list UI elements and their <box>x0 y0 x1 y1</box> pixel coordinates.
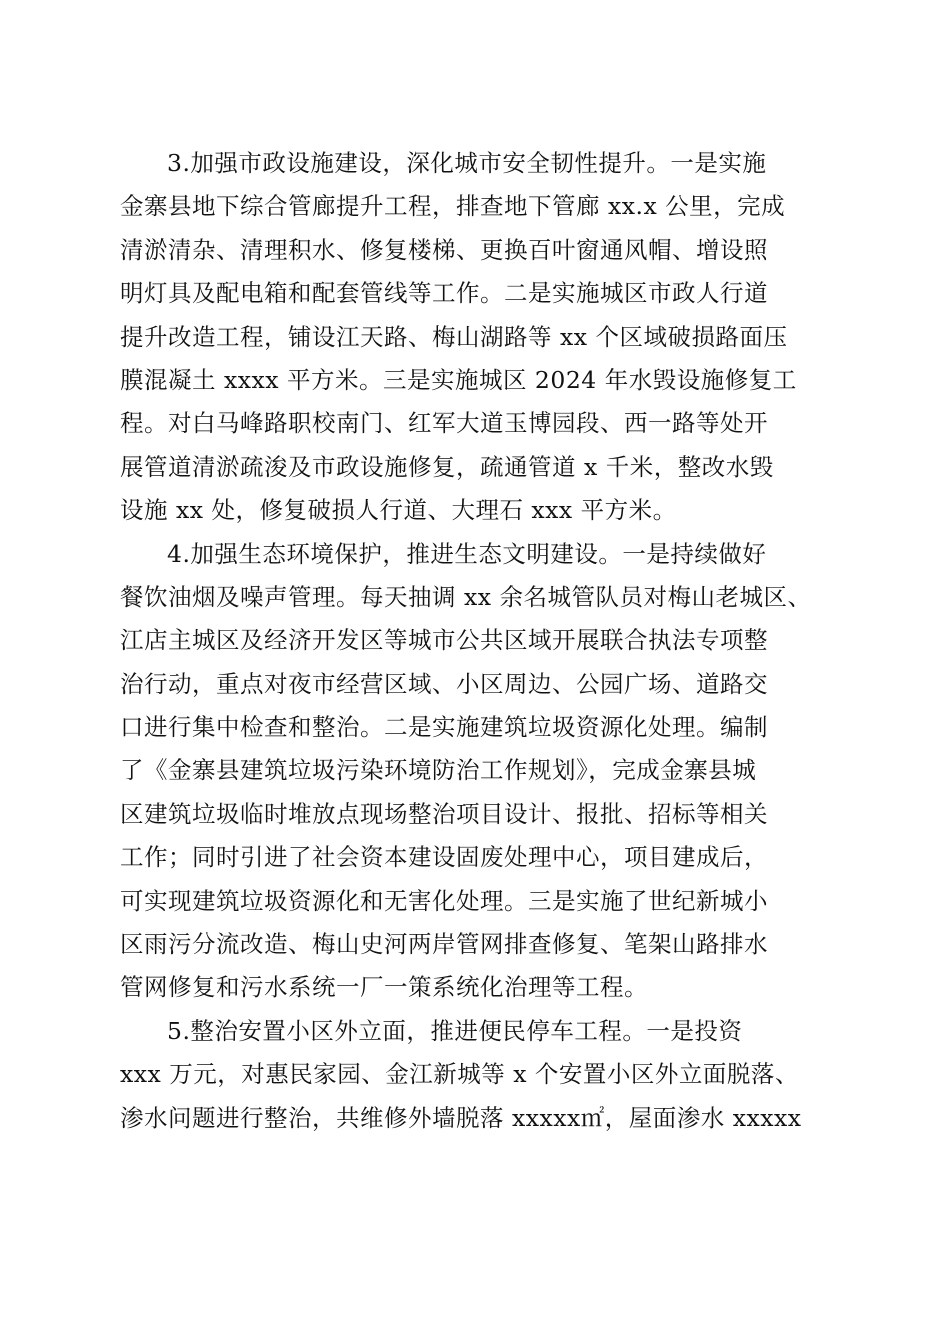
paragraph-line: 口进行集中检查和整治。二是实施建筑垃圾资源化处理。编制 <box>120 713 768 742</box>
paragraph-5 <box>120 1010 832 1140</box>
paragraph-line: 治行动，重点对夜市经营区域、小区周边、公园广场、道路交 <box>120 669 768 698</box>
paragraph-line: 了《金寨县建筑垃圾污染环境防治工作规划》，完成金寨县城 <box>120 756 757 785</box>
paragraph-line: 提升改造工程，铺设江天路、梅山湖路等 xx 个区域破损路面压 <box>120 322 788 351</box>
paragraph-line: 工作；同时引进了社会资本建设固废处理中心，项目建成后， <box>120 843 768 872</box>
document-page <box>120 142 832 1140</box>
paragraph-line: 区建筑垃圾临时堆放点现场整治项目设计、报批、招标等相关 <box>120 799 768 828</box>
paragraph-line: 餐饮油烟及噪声管理。每天抽调 xx 余名城管队员对梅山老城区、 <box>120 582 812 611</box>
paragraph-line: 3.加强市政设施建设，深化城市安全韧性提升。一是实施 <box>167 149 767 177</box>
paragraph-line: xxx 万元，对惠民家园、金江新城等 x 个安置小区外立面脱落、 <box>120 1060 799 1089</box>
paragraph-line: 金寨县地下综合管廊提升工程，排查地下管廊 xx.x 公里，完成 <box>120 192 786 221</box>
paragraph-line: 清淤清杂、清理积水、修复楼梯、更换百叶窗通风帽、增设照 <box>120 235 768 264</box>
paragraph-line: 5.整治安置小区外立面，推进便民停车工程。一是投资 <box>167 1016 743 1045</box>
paragraph-line: 渗水问题进行整治，共维修外墙脱落 xxxxx㎡，屋面渗水 xxxxx <box>120 1103 802 1132</box>
paragraph-line: 明灯具及配电箱和配套管线等工作。二是实施城区市政人行道 <box>120 279 768 308</box>
paragraph-line: 4.加强生态环境保护，推进生态文明建设。一是持续做好 <box>167 539 767 568</box>
paragraph-line: 展管道清淤疏浚及市政设施修复，疏通管道 x 千米，整改水毁 <box>120 452 774 481</box>
paragraph-line: 膜混凝土 xxxx 平方米。三是实施城区 2024 年水毁设施修复工 <box>120 365 797 394</box>
paragraph-line: 江店主城区及经济开发区等城市公共区域开展联合执法专项整 <box>120 626 768 655</box>
paragraph-4 <box>120 533 832 1010</box>
paragraph-line: 程。对白马峰路职校南门、红军大道玉博园段、西一路等处开 <box>120 409 768 438</box>
paragraph-line: 可实现建筑垃圾资源化和无害化处理。三是实施了世纪新城小 <box>120 886 768 915</box>
paragraph-line: 区雨污分流改造、梅山史河两岸管网排查修复、笔架山路排水 <box>120 930 768 959</box>
paragraph-line: 设施 xx 处，修复破损人行道、大理石 xxx 平方米。 <box>120 496 677 525</box>
paragraph-line: 管网修复和污水系统一厂一策系统化治理等工程。 <box>120 973 648 1002</box>
paragraph-3 <box>120 142 832 533</box>
